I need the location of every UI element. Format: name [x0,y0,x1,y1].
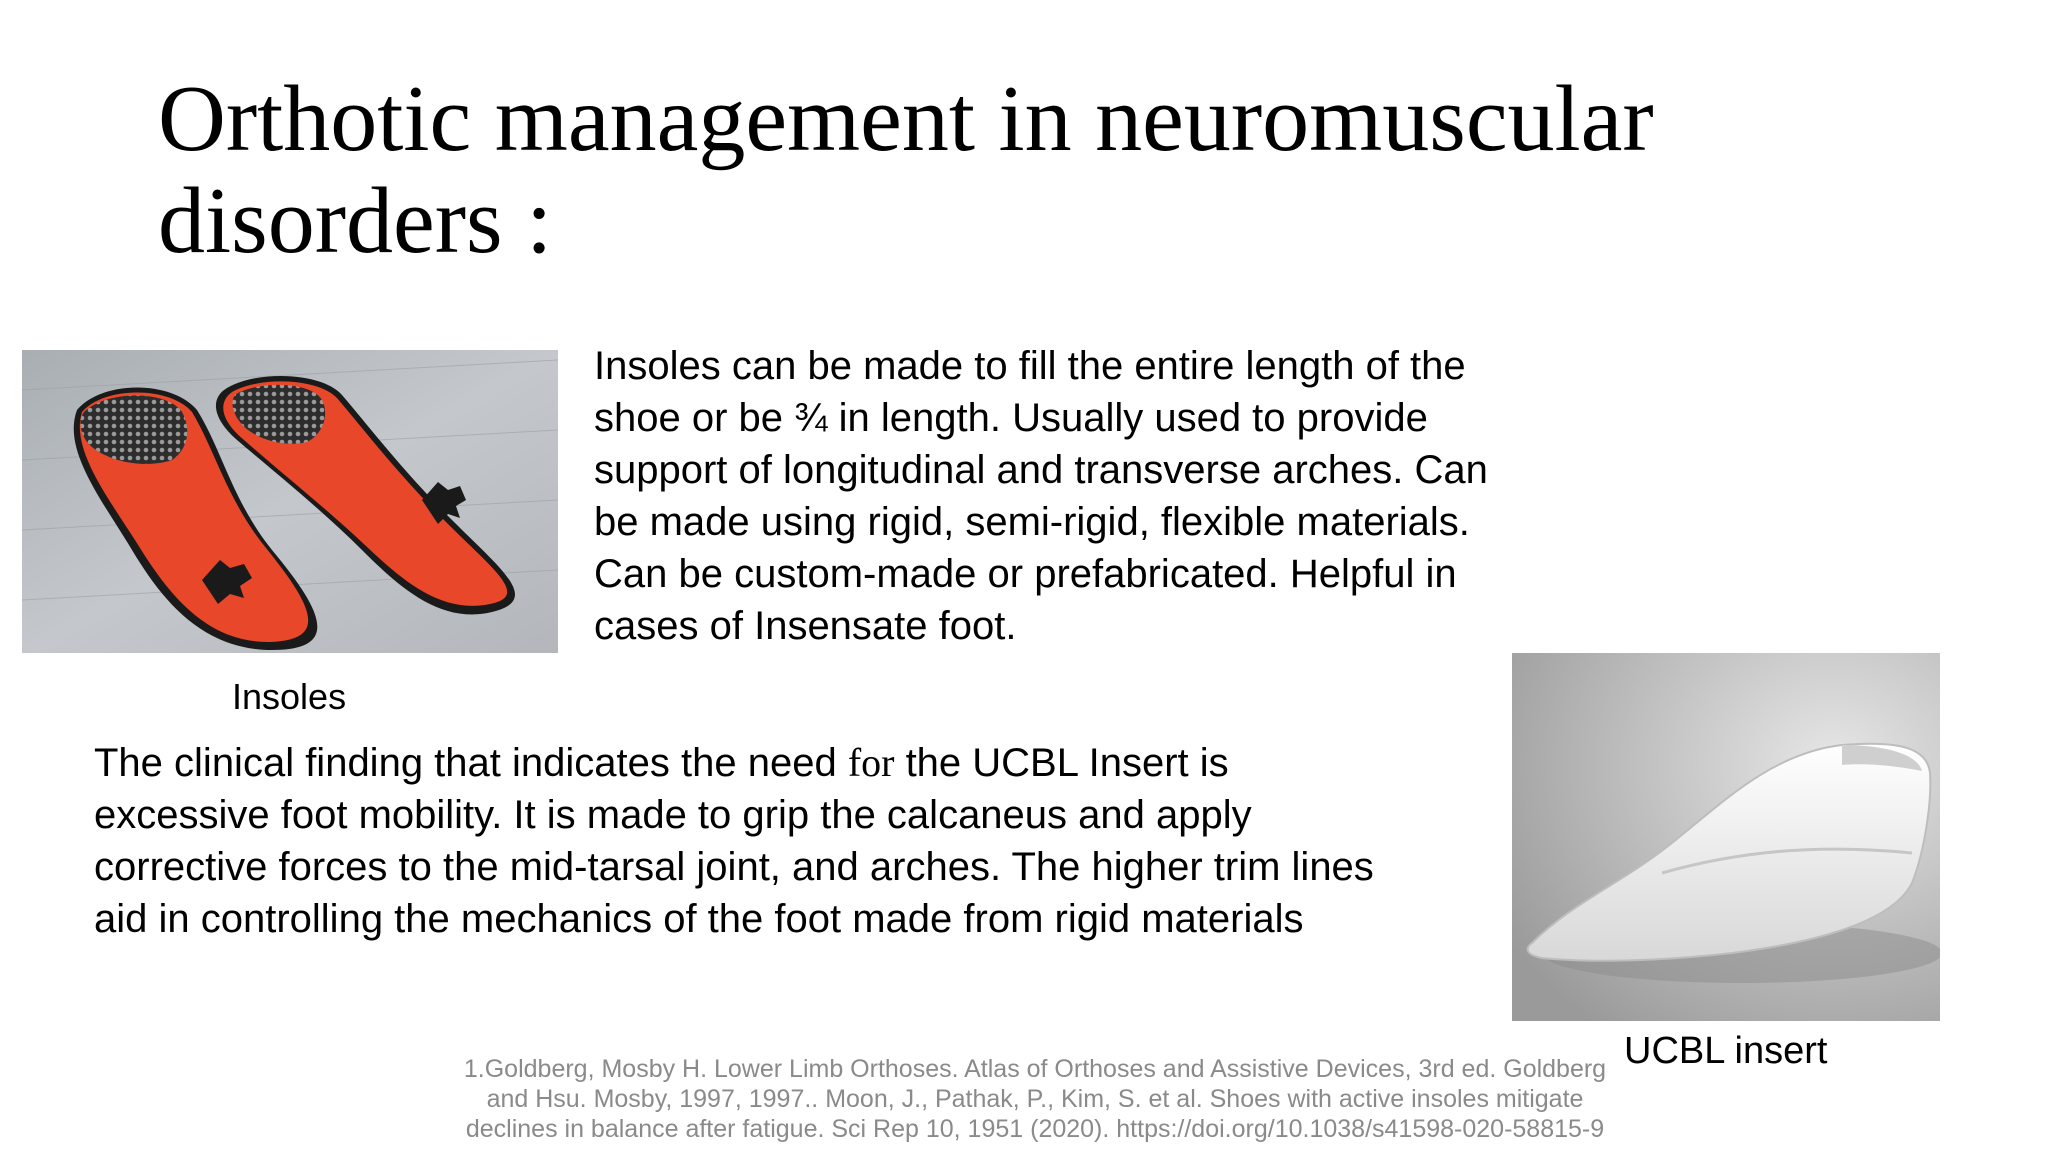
ucbl-line-1-serif-word: for [847,740,895,785]
ucbl-line-1-start: The clinical finding that indicates the need [94,741,848,785]
ucbl-line-1-end: the UCBL Insert is [894,741,1229,785]
title-line-2: disorders : [158,169,553,273]
reference-line-2: and Hsu. Mosby, 1997, 1997.. Moon, J., Pathak, P., Kim, S. et al. Shoes with active insoles mitigate [486,1085,1584,1113]
ucbl-line-2: excessive foot mobility. It is made to grip the calcaneus and apply [94,793,1252,837]
insoles-line-5: Can be custom-made or prefabricated. Helpful in [594,552,1457,596]
insoles-line-2: shoe or be ¾ in length. Usually used to provide [594,396,1428,440]
insoles-photo [22,350,558,653]
insoles-caption: Insoles [232,676,347,717]
ucbl-insert-photo [1512,653,1940,1021]
insoles-line-3: support of longitudinal and transverse arches. Can [594,448,1488,492]
ucbl-description [94,737,1374,945]
reference-citation [430,1054,1640,1144]
reference-line-3: declines in balance after fatigue. Sci Rep 10, 1951 (2020). https://doi.org/10.1038/s41598-020-58815-9 [465,1115,1605,1143]
ucbl-line-1 [94,737,1374,789]
insoles-line-4: be made using rigid, semi-rigid, flexible materials. [594,500,1470,544]
ucbl-line-4: aid in controlling the mechanics of the foot made from rigid materials [94,897,1304,941]
insoles-line-6: cases of Insensate foot. [594,604,1017,648]
ucbl-line-3: corrective forces to the mid-tarsal joint, and arches. The higher trim lines [94,845,1374,889]
insoles-line-1: Insoles can be made to fill the entire length of the [594,344,1466,388]
insoles-description [594,340,1488,652]
slide-title [158,68,1758,272]
reference-line-1: 1.Goldberg, Mosby H. Lower Limb Orthoses. Atlas of Orthoses and Assistive Devices, 3rd ed. Goldberg [463,1055,1607,1083]
ucbl-caption: UCBL insert [1624,1030,1828,1072]
title-line-1: Orthotic management in neuromuscular [158,67,1654,171]
